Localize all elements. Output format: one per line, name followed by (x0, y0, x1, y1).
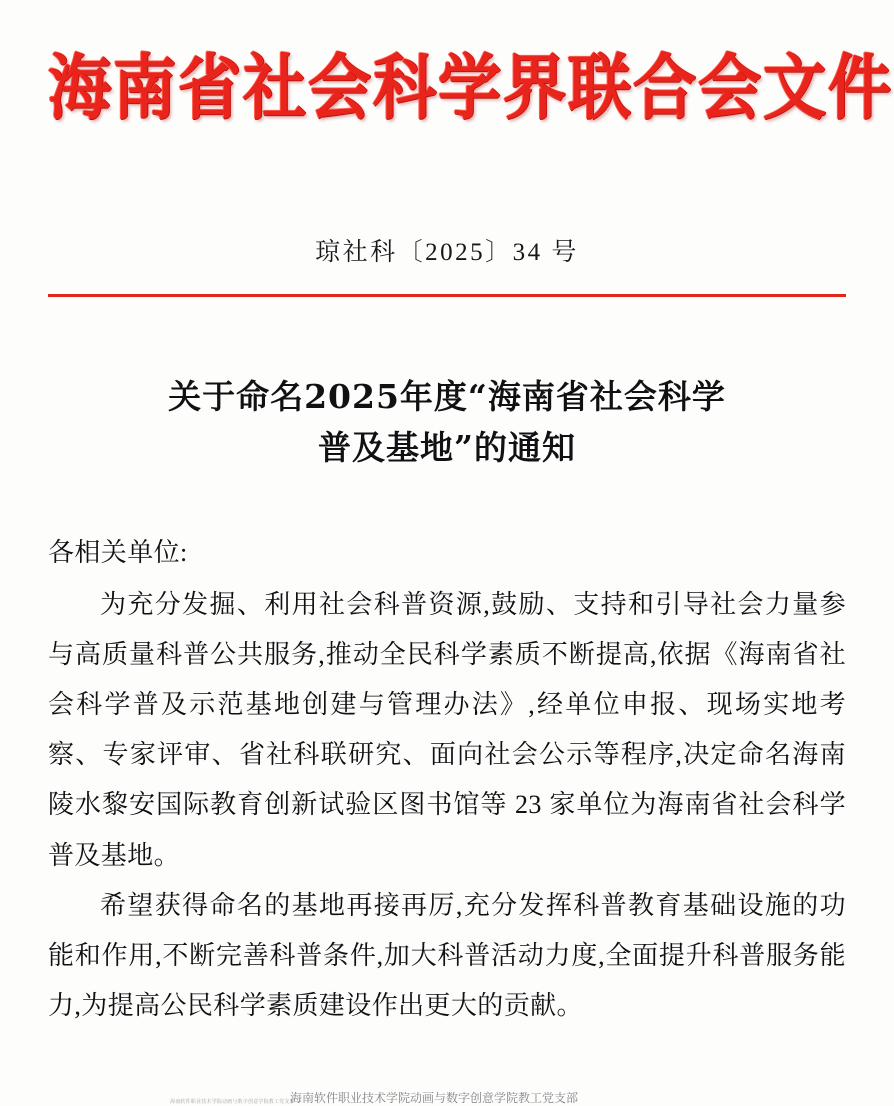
document-title (48, 371, 846, 473)
document-body (48, 528, 846, 1032)
masthead (48, 0, 893, 129)
document-title-line-1: 关于命名2025年度“海南省社会科学 (168, 377, 726, 417)
masthead-title: 海南省社会科学界联合会文件 (48, 46, 893, 129)
footer-watermark-small: 海南软件职业技术学院动画与数字创意学院教工党支部 (170, 1099, 295, 1105)
salutation: 各相关单位: (48, 537, 188, 567)
document-number-row (48, 232, 846, 268)
document-title-line-2: 普及基地”的通知 (318, 428, 576, 468)
footer-watermark-strip (0, 1090, 894, 1106)
footer-watermark: 海南软件职业技术学院动画与数字创意学院教工党支部 (290, 1091, 579, 1105)
body-paragraph-1: 为充分发掘、利用社会科普资源,鼓励、支持和引导社会力量参与高质量科普公共服务,推动全民科学素质不断提高,依据《海南省社会科学普及示范基地创建与管理办法》,经单位申报、现场实地考察、专家评审、省社科联研究、面向社会公示等程序,决定命名海南陵水黎安国际教育创新试验区图书馆等 23 家单位为海南省社会科学普及基地。 (48, 589, 846, 870)
document-number: 琼社科〔2025〕34 号 (315, 239, 579, 267)
body-paragraph-2: 希望获得命名的基地再接再厉,充分发挥科普教育基础设施的功能和作用,不断完善科普条件,加大科普活动力度,全面提升科普服务能力,为提高公民科学素质建设作出更大的贡献。 (48, 890, 846, 1021)
red-divider-rule (48, 294, 846, 297)
